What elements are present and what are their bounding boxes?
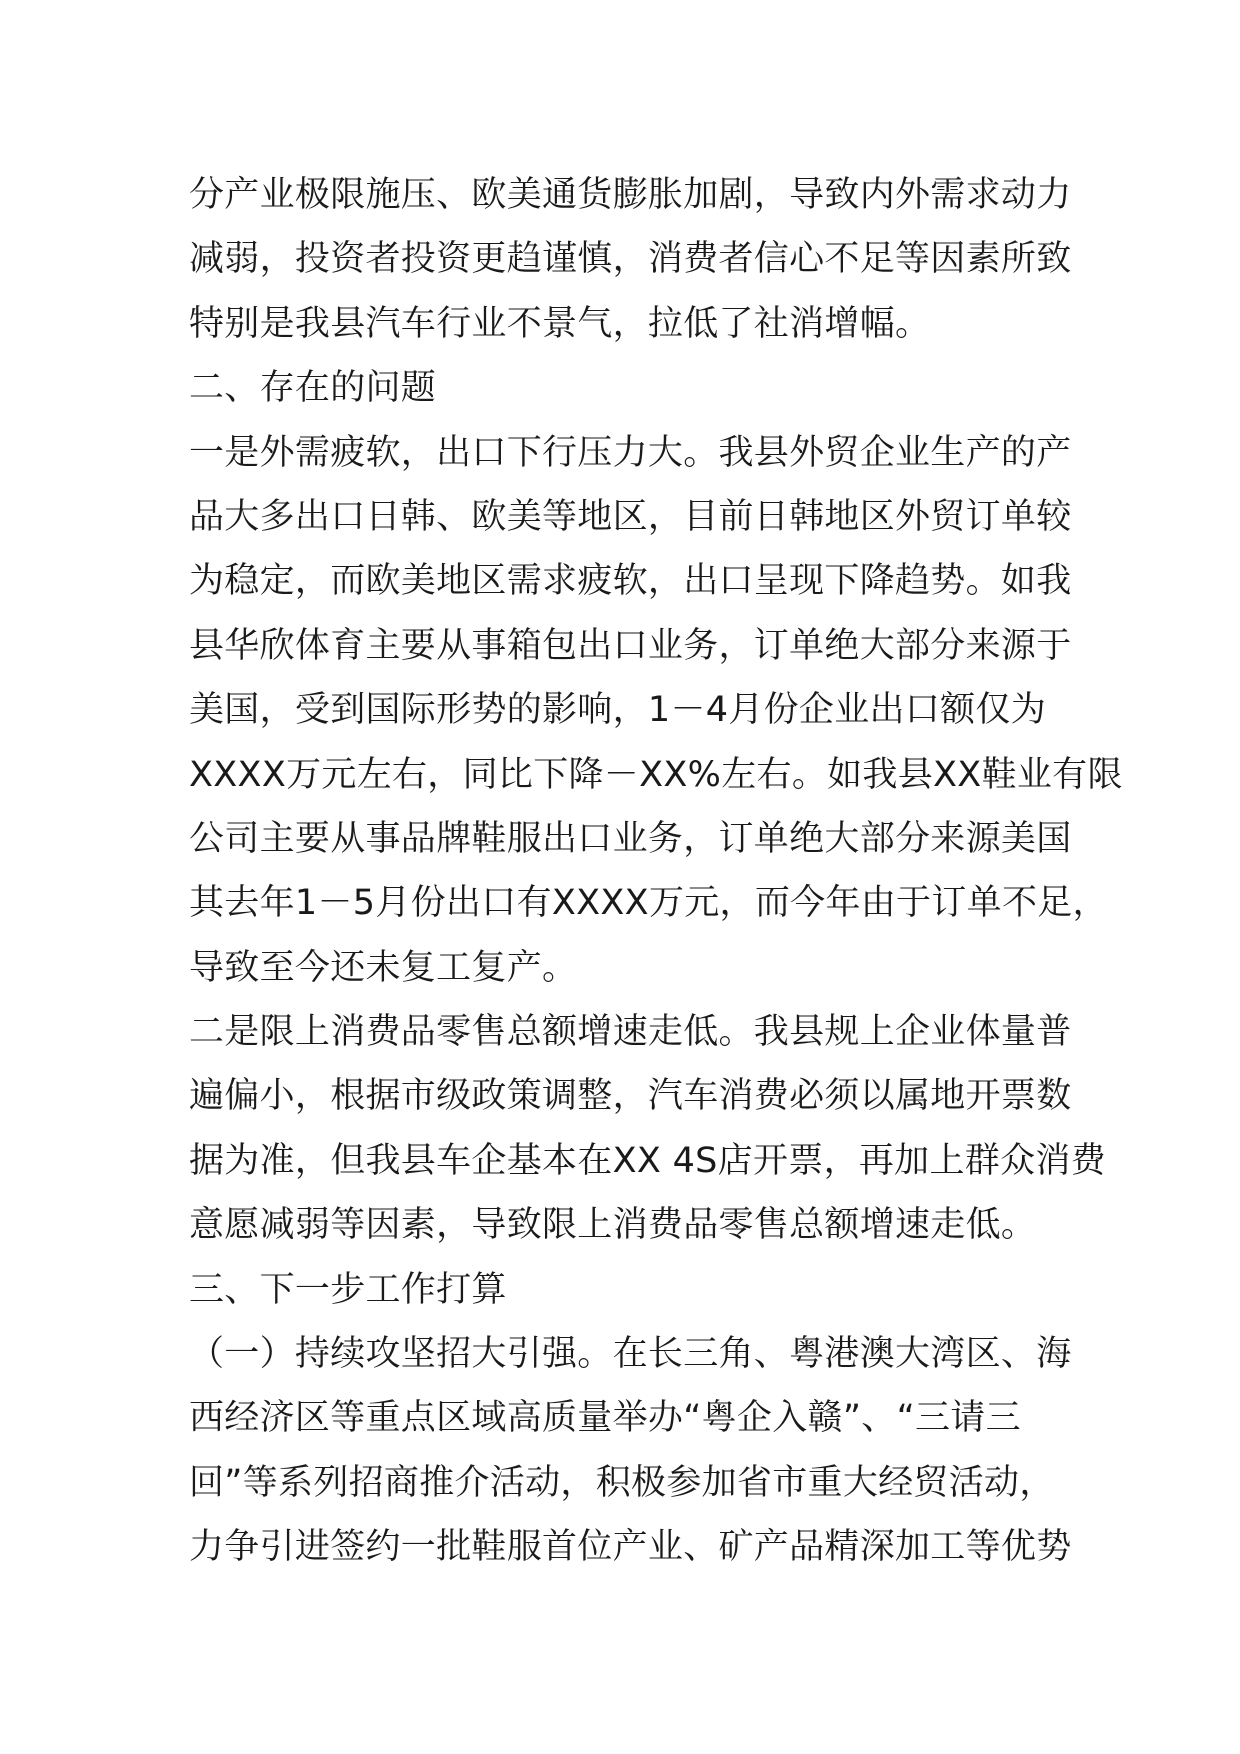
body-line: 一是外需疲软，出口下行压力大。我县外贸企业生产的产 <box>189 432 1072 473</box>
body-line: 回”等系列招商推介活动，积极参加省市重大经贸活动， <box>189 1462 1055 1503</box>
section-heading: 二、存在的问题 <box>189 368 437 409</box>
body-line: 力争引进签约一批鞋服首位产业、矿产品精深加工等优势 <box>189 1527 1072 1568</box>
body-line: 县华欣体育主要从事箱包出口业务，订单绝大部分来源于 <box>189 625 1072 666</box>
body-line: 为稳定，而欧美地区需求疲软，出口呈现下降趋势。如我 <box>189 561 1072 602</box>
body-line: （一）持续攻坚招大引强。在长三角、粤港澳大湾区、海 <box>189 1334 1072 1375</box>
body-line: 遍偏小，根据市级政策调整，汽车消费必须以属地开票数 <box>189 1076 1072 1117</box>
document-body <box>189 163 1123 1580</box>
body-line: 特别是我县汽车行业不景气，拉低了社消增幅。 <box>189 303 931 344</box>
body-line: 意愿减弱等因素，导致限上消费品零售总额增速走低。 <box>189 1205 1037 1246</box>
body-line: XXXX万元左右，同比下降－XX%左右。如我县XX鞋业有限 <box>189 754 1123 795</box>
body-line: 导致至今还未复工复产。 <box>189 947 578 988</box>
body-line: 其去年1－5月份出口有XXXX万元，而今年由于订单不足， <box>189 883 1108 924</box>
body-line: 减弱，投资者投资更趋谨慎，消费者信心不足等因素所致 <box>189 239 1072 280</box>
body-line: 公司主要从事品牌鞋服出口业务，订单绝大部分来源美国 <box>189 818 1072 859</box>
body-line: 美国，受到国际形势的影响，1－4月份企业出口额仅为 <box>189 690 1047 731</box>
body-line: 二是限上消费品零售总额增速走低。我县规上企业体量普 <box>189 1012 1072 1053</box>
body-line: 据为准，但我县车企基本在XX 4S店开票，再加上群众消费 <box>189 1140 1106 1181</box>
section-heading: 三、下一步工作打算 <box>189 1269 507 1310</box>
body-line: 西经济区等重点区域高质量举办“粤企入赣”、“三请三 <box>189 1398 1021 1439</box>
body-line: 品大多出口日韩、欧美等地区，目前日韩地区外贸订单较 <box>189 496 1072 537</box>
body-line: 分产业极限施压、欧美通货膨胀加剧，导致内外需求动力 <box>189 175 1072 215</box>
